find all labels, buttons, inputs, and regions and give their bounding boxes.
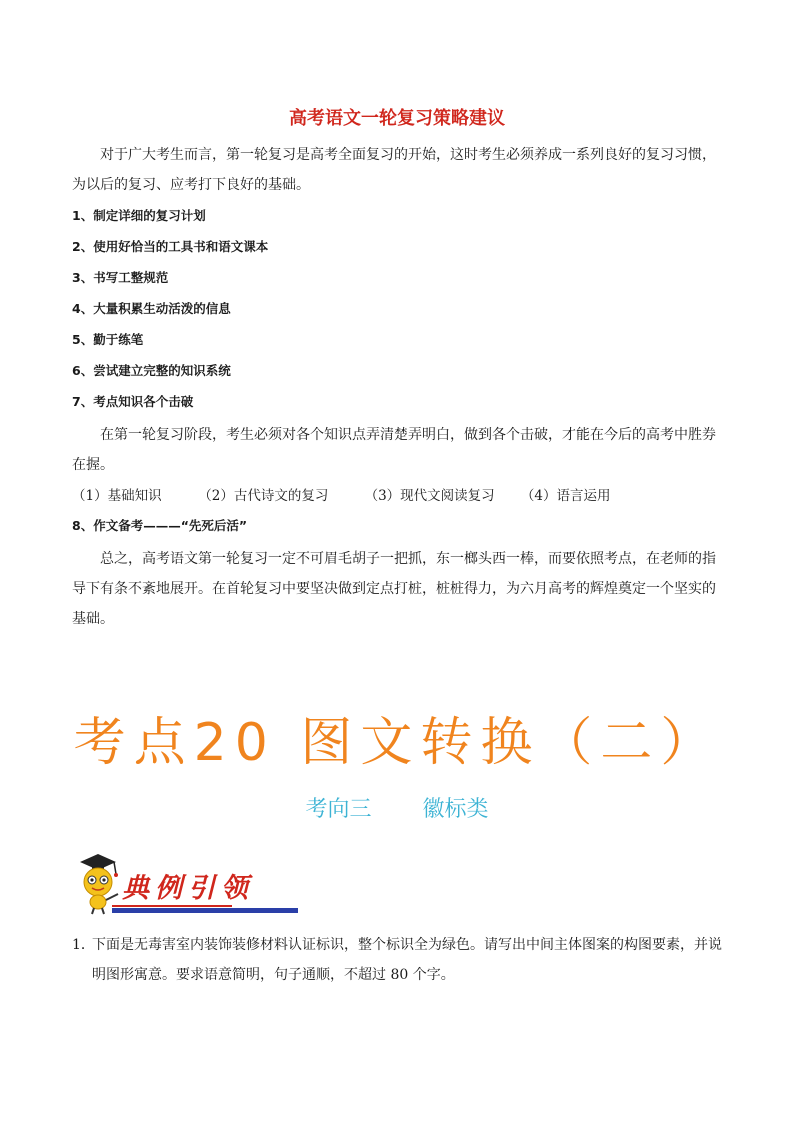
sub-item-list (72, 484, 610, 504)
conclusion-paragraph (72, 544, 726, 634)
sub-item-4: （4）语言运用 (520, 488, 611, 504)
section-heading: 考点20 图文转换（二） (73, 713, 721, 773)
item7-line-2: 在握。 (72, 457, 114, 473)
page-title: 高考语文一轮复习策略建议 (289, 108, 505, 129)
example-banner (72, 850, 298, 916)
conclusion-line-2: 导下有条不紊地展开。在首轮复习中要坚决做到定点打桩，桩桩得力，为六月高考的辉煌奠定一个坚实的 (72, 581, 716, 597)
section-subheading (0, 792, 794, 823)
item7-line-1: 在第一轮复习阶段，考生必须对各个知识点弄清楚弄明白，做到各个击破，才能在今后的高考中胜券 (100, 427, 716, 443)
question-line-1: 下面是无毒害室内装饰装修材料认证标识，整个标识全为绿色。请写出中间主体图案的构图要素，并说 (92, 937, 722, 953)
banner-label: 典例引领 (122, 873, 254, 904)
list-item-3: 3、书写工整规范 (72, 270, 169, 285)
question-number: 1． (72, 937, 95, 953)
intro-paragraph (72, 140, 726, 200)
sub-item-1: （1）基础知识 (72, 488, 162, 504)
question-1 (72, 930, 726, 990)
list-item-4: 4、大量积累生动活泼的信息 (72, 301, 231, 316)
list-item-5: 5、勤于练笔 (72, 332, 144, 347)
list-item-1: 1、制定详细的复习计划 (72, 208, 206, 223)
intro-line-1: 对于广大考生而言，第一轮复习是高考全面复习的开始，这时考生必须养成一系列良好的复习习惯， (100, 147, 716, 163)
item7-paragraph (72, 420, 726, 480)
list-item-6: 6、尝试建立完整的知识系统 (72, 363, 231, 378)
question-line-2: 明图形寓意。要求语意简明，句子通顺，不超过 80 个字。 (92, 967, 455, 983)
sub-item-2: （2）古代诗文的复习 (198, 488, 329, 504)
list-item-7: 7、考点知识各个击破 (72, 394, 194, 409)
subheading-part-1: 考向三 (305, 797, 372, 822)
subheading-part-2: 徽标类 (422, 797, 489, 822)
intro-line-2: 为以后的复习、应考打下良好的基础。 (72, 177, 310, 193)
sub-item-3: （3）现代文阅读复习 (364, 488, 495, 504)
conclusion-line-1: 总之，高考语文第一轮复习一定不可眉毛胡子一把抓，东一榔头西一棒，而要依照考点，在老师的指 (100, 551, 716, 567)
list-item-8: 8、作文备考———“先死后活” (72, 518, 248, 533)
list-item-2: 2、使用好恰当的工具书和语文课本 (72, 239, 269, 254)
conclusion-line-3: 基础。 (72, 611, 114, 627)
